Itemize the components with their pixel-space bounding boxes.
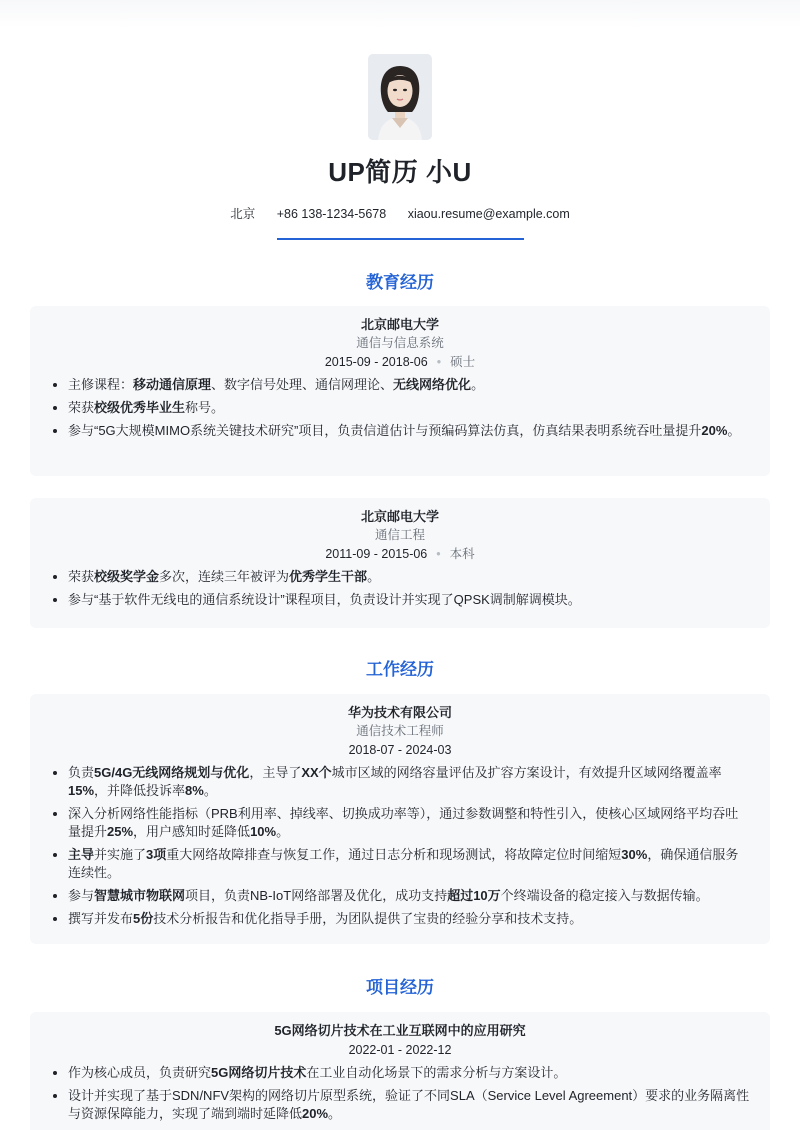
job-title: 通信技术工程师 [356, 724, 444, 738]
section-title-education: 教育经历 [366, 273, 434, 292]
school-name: 北京邮电大学 [360, 317, 439, 332]
profile-photo [368, 54, 432, 140]
education-card [30, 498, 770, 628]
list-item: • 设计并实现了基于SDN/NFV架构的网络切片原型系统，验证了不同SLA（Service Level Agreement）要求的业务隔离性与资源保障能力，实现了端到端时延降低20%。 [68, 1087, 750, 1123]
separator-dot: • [436, 547, 441, 561]
section-title-work: 工作经历 [366, 660, 434, 679]
project-name: 5G网络切片技术在工业互联网中的应用研究 [274, 1023, 526, 1038]
bullet-list [30, 376, 770, 440]
contact-line [0, 204, 800, 222]
list-item: • 主修课程：移动通信原理、数字信号处理、通信网理论、无线网络优化。 [68, 376, 750, 394]
major: 通信工程 [374, 528, 425, 542]
period: 2015-09 - 2018-06 [324, 355, 428, 369]
list-item: • 负责5G/4G无线网络规划与优化，主导了XX个城市区域的网络容量评估及扩容方案设计，有效提升区域网络覆盖率15%，并降低投诉率8%。 [68, 764, 750, 800]
list-item: • 参与智慧城市物联网项目，负责NB-IoT网络部署及优化，成功支持超过10万个终端设备的稳定接入与数据传输。 [68, 887, 750, 905]
project-card [30, 1012, 770, 1130]
major: 通信与信息系统 [356, 336, 444, 350]
list-item: • 参与“基于软件无线电的通信系统设计”课程项目，负责设计并实现了QPSK调制解调模块。 [68, 591, 750, 609]
list-item: • 荣获校级优秀毕业生称号。 [68, 399, 750, 417]
separator-dot: • [436, 355, 442, 369]
education-meta [30, 544, 770, 564]
list-item: • 荣获校级奖学金多次，连续三年被评为优秀学生干部。 [68, 568, 750, 586]
degree: 硕士 [450, 355, 476, 369]
list-item: • 参与“5G大规模MIMO系统关键技术研究”项目，负责信道估计与预编码算法仿真，仿真结果表明系统吞吐量提升20%。 [68, 422, 750, 440]
school-name: 北京邮电大学 [360, 509, 439, 524]
list-item: • 作为核心成员，负责研究5G网络切片技术在工业自动化场景下的需求分析与方案设计。 [68, 1064, 750, 1082]
period: 2018-07 - 2024-03 [348, 743, 452, 757]
portrait-image [368, 54, 432, 140]
company-name: 华为技术有限公司 [347, 705, 452, 720]
list-item: • 主导并实施了3项重大网络故障排查与恢复工作，通过日志分析和现场测试，将故障定位时间缩短30%，确保通信服务连续性。 [68, 846, 750, 882]
bullet-list [30, 764, 770, 928]
top-fade [0, 0, 800, 28]
education-card [30, 306, 770, 476]
list-item: • 深入分析网络性能指标（PRB利用率、掉线率、切换成功率等），通过参数调整和特性引入，使核心区域网络平均吞吐量提升25%，用户感知时延降低10%。 [68, 805, 750, 841]
contact-email: xiaou.resume@example.com [407, 207, 570, 221]
degree: 本科 [449, 547, 475, 561]
list-item: • 撰写并发布5份技术分析报告和优化指导手册，为团队提供了宝贵的经验分享和技术支持。 [68, 910, 750, 928]
period: 2022-01 - 2022-12 [348, 1043, 452, 1057]
section-title-projects: 项目经历 [366, 978, 434, 997]
contact-city: 北京 [230, 207, 256, 221]
contact-phone: +86 138-1234-5678 [276, 207, 387, 221]
period: 2011-09 - 2015-06 [325, 547, 428, 561]
education-meta [30, 352, 770, 372]
bullet-list [30, 1064, 770, 1123]
header-divider [277, 238, 524, 240]
bullet-list [30, 568, 770, 609]
work-card [30, 694, 770, 944]
candidate-name: UP简历 小U [328, 157, 472, 187]
